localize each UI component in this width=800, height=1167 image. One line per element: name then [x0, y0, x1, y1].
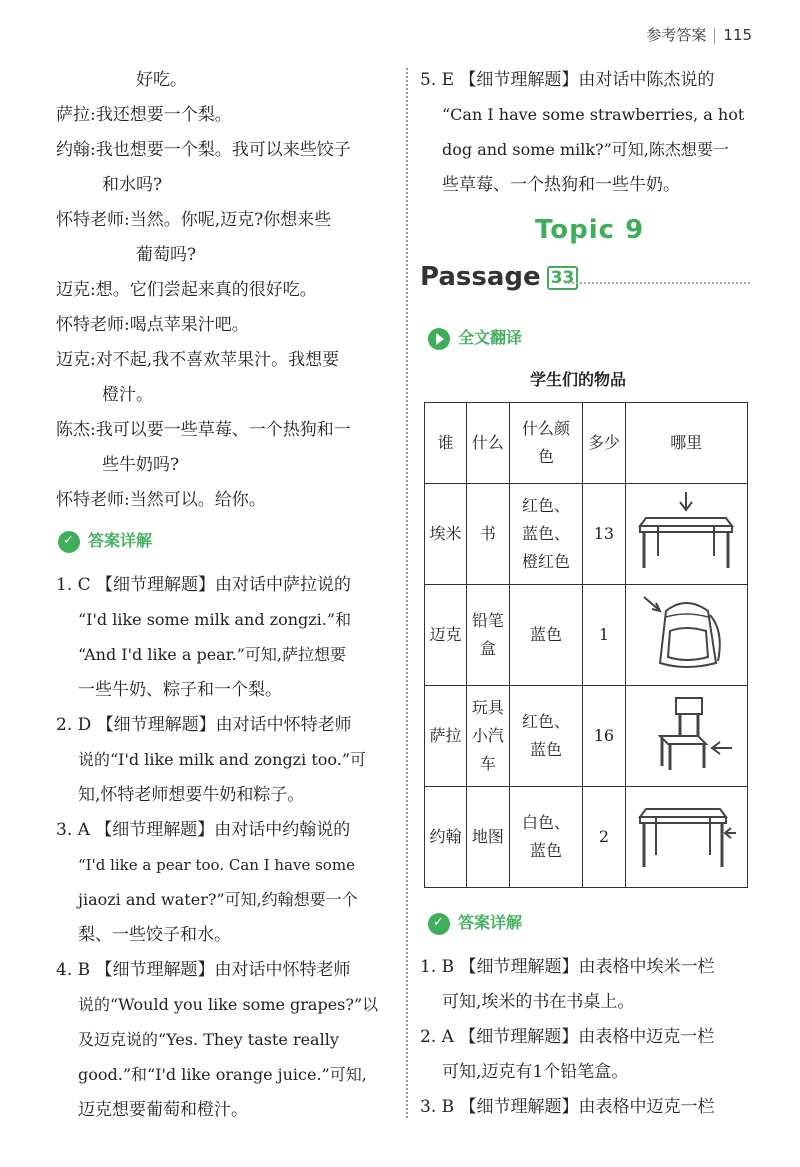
dialogue-line: 橙汁。 — [102, 385, 153, 405]
dialogue-line: 约翰:我也想要一个梨。我可以来些饺子 — [56, 140, 351, 160]
cell-color: 蓝色 — [509, 585, 582, 686]
table-title: 学生们的物品 — [530, 370, 627, 389]
answer-line: good.”和“I'd like orange juice.”可知, — [78, 1065, 367, 1084]
answers-heading: ✓答案详解 — [428, 910, 522, 935]
translation-heading: 全文翻译 — [428, 325, 522, 350]
dialogue-line: 迈克:对不起,我不喜欢苹果汁。我想要 — [56, 350, 340, 370]
table-row — [425, 585, 748, 686]
desk-icon — [625, 484, 747, 585]
answer-line: 2. A 【细节理解题】由表格中迈克一栏 — [420, 1027, 715, 1047]
answer-line: 说的“I'd like milk and zongzi too.”可 — [78, 750, 366, 769]
answer-line: 及迈克说的“Yes. They taste really — [78, 1030, 339, 1049]
th-where: 哪里 — [625, 403, 747, 484]
column-divider — [406, 68, 408, 1118]
cell-color: 白色、蓝色 — [509, 787, 582, 888]
th-who: 谁 — [425, 403, 467, 484]
answer-line: 4. B 【细节理解题】由对话中怀特老师 — [56, 960, 351, 980]
answer-line: jiaozi and water?”可知,约翰想要一个 — [78, 890, 358, 909]
cell-what: 书 — [466, 484, 509, 585]
desk-icon — [625, 787, 747, 888]
answer-line: 3. A 【细节理解题】由对话中约翰说的 — [56, 820, 351, 840]
answer-line: 知,怀特老师想要牛奶和粽子。 — [78, 785, 305, 805]
cell-count: 13 — [583, 484, 625, 585]
dialogue-line: 迈克:想。它们尝起来真的很好吃。 — [56, 280, 317, 300]
topic-title: Topic 9 — [535, 215, 645, 245]
cell-color: 红色、蓝色 — [509, 686, 582, 787]
passage-title: Passage 33 — [420, 262, 578, 292]
cell-who: 约翰 — [425, 787, 467, 888]
header-section: 参考答案 — [646, 26, 707, 44]
cell-count: 1 — [583, 585, 625, 686]
answer-line: 2. D 【细节理解题】由对话中怀特老师 — [56, 715, 352, 735]
dialogue-line: 怀特老师:喝点苹果汁吧。 — [56, 315, 249, 335]
answer-line: 说的“Would you like some grapes?”以 — [78, 995, 379, 1014]
table-row — [425, 686, 748, 787]
dialogue-line: 葡萄吗? — [136, 245, 197, 265]
cell-what: 地图 — [466, 787, 509, 888]
table-row — [425, 484, 748, 585]
backpack-icon — [625, 585, 747, 686]
dialogue-line: 些牛奶吗? — [102, 455, 180, 475]
dialogue-line: 陈杰:我可以要一些草莓、一个热狗和一 — [56, 420, 351, 440]
dialogue-line: 好吃。 — [136, 70, 187, 90]
page-number: 115 — [723, 26, 752, 44]
answer-line: dog and some milk?”可知,陈杰想要一 — [442, 140, 729, 159]
table-header-row — [425, 403, 748, 484]
answer-line: 梨、一些饺子和水。 — [78, 925, 231, 945]
check-icon — [428, 913, 450, 935]
dialogue-line: 和水吗? — [102, 175, 163, 195]
th-what: 什么 — [466, 403, 509, 484]
play-icon — [428, 328, 450, 350]
answers-heading: ✓答案详解 — [58, 528, 152, 553]
answer-line: “I'd like some milk and zongzi.”和 — [78, 610, 352, 629]
dialogue-line: 怀特老师:当然。你呢,迈克?你想来些 — [56, 210, 332, 230]
answer-line: 可知,埃米的书在书桌上。 — [442, 992, 635, 1012]
chair-icon — [625, 686, 747, 787]
answer-line: 迈克想要葡萄和橙汁。 — [78, 1100, 248, 1120]
th-count: 多少 — [583, 403, 625, 484]
passage-number: 33 — [547, 266, 579, 290]
answer-line: 些草莓、一个热狗和一些牛奶。 — [442, 175, 680, 195]
cell-count: 16 — [583, 686, 625, 787]
answer-line: 1. C 【细节理解题】由对话中萨拉说的 — [56, 575, 352, 595]
table-row — [425, 787, 748, 888]
answer-line: “I'd like a pear too. Can I have some — [78, 856, 355, 874]
dialogue-line: 萨拉:我还想要一个梨。 — [56, 105, 232, 125]
cell-what: 玩具小汽车 — [466, 686, 509, 787]
answer-line: 可知,迈克有1个铅笔盒。 — [442, 1062, 629, 1082]
answer-line: “Can I have some strawberries, a hot — [442, 105, 745, 124]
cell-color: 红色、蓝色、橙红色 — [509, 484, 582, 585]
answer-line: 5. E 【细节理解题】由对话中陈杰说的 — [420, 70, 715, 90]
cell-what: 铅笔盒 — [466, 585, 509, 686]
check-icon — [58, 531, 80, 553]
th-color: 什么颜色 — [509, 403, 582, 484]
answer-line: 3. B 【细节理解题】由表格中迈克一栏 — [420, 1097, 715, 1117]
dotted-rule — [565, 282, 750, 284]
dialogue-line: 怀特老师:当然可以。给你。 — [56, 490, 266, 510]
cell-who: 迈克 — [425, 585, 467, 686]
answer-line: 一些牛奶、粽子和一个梨。 — [78, 680, 282, 700]
cell-who: 埃米 — [425, 484, 467, 585]
cell-who: 萨拉 — [425, 686, 467, 787]
page-header — [646, 24, 752, 45]
answer-line: “And I'd like a pear.”可知,萨拉想要 — [78, 645, 346, 664]
answer-line: 1. B 【细节理解题】由表格中埃米一栏 — [420, 957, 715, 977]
items-table — [424, 402, 748, 888]
cell-count: 2 — [583, 787, 625, 888]
